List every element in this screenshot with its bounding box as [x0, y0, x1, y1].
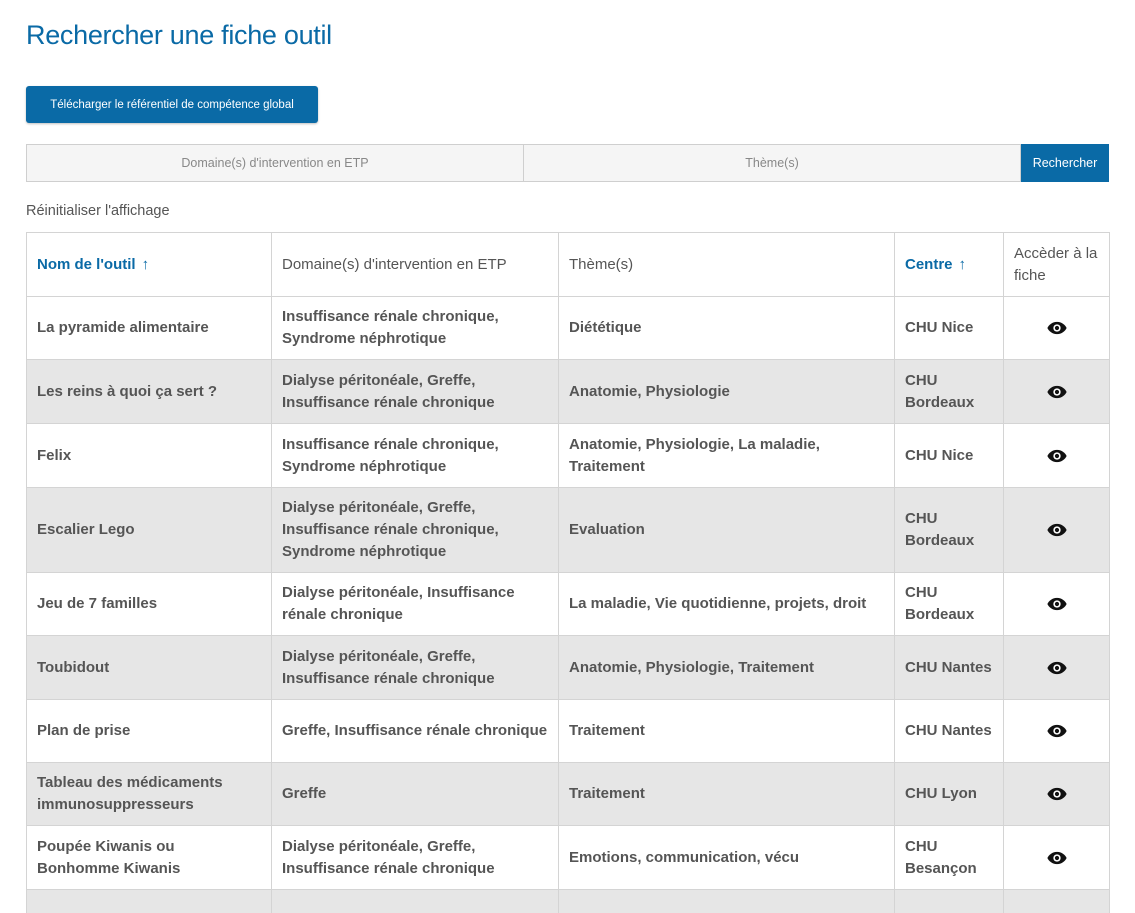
- cell-domain: Dialyse péritonéale, Greffe, Insuffisance rénale chronique: [272, 360, 559, 424]
- cell-theme: Anatomie, Physiologie, La maladie, Traitement: [559, 424, 895, 488]
- cell-center: CHU Bordeaux: [895, 360, 1004, 424]
- theme-filter-placeholder: Thème(s): [745, 156, 799, 170]
- eye-icon[interactable]: [1046, 661, 1068, 675]
- cell-domain: Dialyse péritonéale, Greffe, Insuffisance rénale chronique: [272, 636, 559, 700]
- cell-theme: [559, 890, 895, 913]
- cell-theme: Anatomie, Physiologie: [559, 360, 895, 424]
- theme-filter-select[interactable]: [524, 144, 1021, 182]
- cell-theme: Anatomie, Physiologie, Traitement: [559, 636, 895, 700]
- table-row: [27, 297, 1110, 360]
- table-row: [27, 890, 1110, 913]
- cell-name: Felix: [27, 424, 272, 488]
- cell-domain: Greffe, Insuffisance rénale chronique: [272, 700, 559, 763]
- cell-theme: Traitement: [559, 763, 895, 826]
- cell-domain: Dialyse péritonéale, Greffe, Insuffisance rénale chronique: [272, 826, 559, 890]
- cell-theme: Diététique: [559, 297, 895, 360]
- cell-center: CHU Nantes: [895, 636, 1004, 700]
- cell-domain: Greffe: [272, 763, 559, 826]
- sort-arrow-up-icon: ↑: [958, 255, 967, 273]
- cell-center: [895, 890, 1004, 913]
- cell-access: [1004, 826, 1110, 890]
- filter-bar: [26, 144, 1109, 182]
- tools-table: [26, 232, 1110, 913]
- cell-domain: Dialyse péritonéale, Insuffisance rénale chronique: [272, 573, 559, 636]
- sort-arrow-up-icon: ↑: [141, 255, 150, 273]
- column-header-center[interactable]: [895, 233, 1004, 297]
- cell-access: [1004, 890, 1110, 913]
- cell-name: Les reins à quoi ça sert ?: [27, 360, 272, 424]
- eye-icon[interactable]: [1046, 523, 1068, 537]
- eye-icon[interactable]: [1046, 851, 1068, 865]
- cell-domain: [272, 890, 559, 913]
- domain-filter-placeholder: Domaine(s) d'intervention en ETP: [181, 156, 369, 170]
- cell-access: [1004, 424, 1110, 488]
- cell-domain: Dialyse péritonéale, Greffe, Insuffisance rénale chronique, Syndrome néphrotique: [272, 488, 559, 573]
- search-button[interactable]: Rechercher: [1021, 144, 1109, 182]
- cell-access: [1004, 700, 1110, 763]
- cell-theme: Emotions, communication, vécu: [559, 826, 895, 890]
- cell-access: [1004, 297, 1110, 360]
- cell-name: Escalier Lego: [27, 488, 272, 573]
- download-referential-button[interactable]: Télécharger le référentiel de compétence global: [26, 86, 318, 123]
- eye-icon[interactable]: [1046, 449, 1068, 463]
- cell-name: Plan de prise: [27, 700, 272, 763]
- table-row: [27, 573, 1110, 636]
- cell-center: CHU Nice: [895, 297, 1004, 360]
- cell-access: [1004, 636, 1110, 700]
- eye-icon[interactable]: [1046, 321, 1068, 335]
- cell-name: Tableau des médicaments immunosuppresseurs: [27, 763, 272, 826]
- table-row: [27, 763, 1110, 826]
- cell-access: [1004, 360, 1110, 424]
- cell-name: [27, 890, 272, 913]
- table-row: [27, 424, 1110, 488]
- cell-center: CHU Nantes: [895, 700, 1004, 763]
- column-header-center-label: Centre: [905, 255, 953, 273]
- table-row: [27, 826, 1110, 890]
- table-row: [27, 360, 1110, 424]
- cell-name: Toubidout: [27, 636, 272, 700]
- table-row: [27, 700, 1110, 763]
- column-header-name[interactable]: [27, 233, 272, 297]
- cell-access: [1004, 488, 1110, 573]
- column-header-access: Accèder à la fiche: [1004, 233, 1110, 297]
- column-header-name-label: Nom de l'outil: [37, 255, 136, 273]
- column-header-theme: Thème(s): [559, 233, 895, 297]
- domain-filter-select[interactable]: [26, 144, 524, 182]
- cell-domain: Insuffisance rénale chronique, Syndrome néphrotique: [272, 424, 559, 488]
- cell-center: CHU Nice: [895, 424, 1004, 488]
- column-header-domain: Domaine(s) d'intervention en ETP: [272, 233, 559, 297]
- table-row: [27, 636, 1110, 700]
- eye-icon[interactable]: [1046, 385, 1068, 399]
- eye-icon[interactable]: [1046, 597, 1068, 611]
- cell-domain: Insuffisance rénale chronique, Syndrome néphrotique: [272, 297, 559, 360]
- table-header-row: [27, 233, 1110, 297]
- page-title: Rechercher une fiche outil: [26, 20, 332, 50]
- cell-name: Jeu de 7 familles: [27, 573, 272, 636]
- cell-center: CHU Lyon: [895, 763, 1004, 826]
- cell-name: Poupée Kiwanis ou Bonhomme Kiwanis: [27, 826, 272, 890]
- table-body: [27, 297, 1110, 913]
- cell-center: CHU Bordeaux: [895, 488, 1004, 573]
- cell-access: [1004, 573, 1110, 636]
- eye-icon[interactable]: [1046, 787, 1068, 801]
- eye-icon[interactable]: [1046, 724, 1068, 738]
- table-row: [27, 488, 1110, 573]
- cell-theme: Evaluation: [559, 488, 895, 573]
- cell-theme: La maladie, Vie quotidienne, projets, droit: [559, 573, 895, 636]
- cell-center: CHU Besançon: [895, 826, 1004, 890]
- cell-center: CHU Bordeaux: [895, 573, 1004, 636]
- cell-name: La pyramide alimentaire: [27, 297, 272, 360]
- cell-theme: Traitement: [559, 700, 895, 763]
- cell-access: [1004, 763, 1110, 826]
- reset-display-link[interactable]: Réinitialiser l'affichage: [26, 203, 170, 219]
